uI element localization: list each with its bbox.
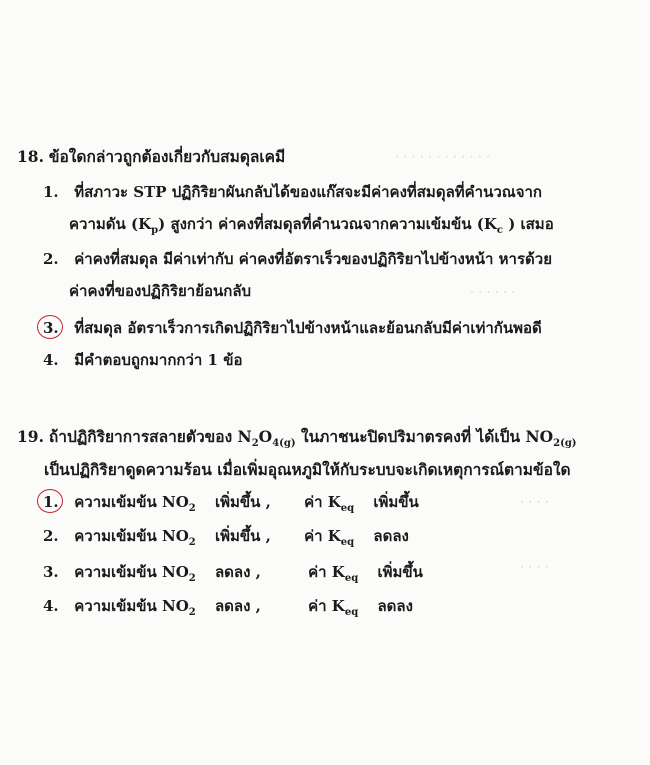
concentration-label [74,597,196,618]
q19-option-2[interactable] [43,524,409,548]
label-text: ค่า K [308,563,345,581]
option-number: 4. [43,597,59,615]
bleed-through-text: · · · · · · · · · · · · [395,150,491,165]
k-change: เพิ่มขึ้น [373,493,419,511]
question-number: 19. [17,427,44,446]
subscript: eq [344,573,359,584]
option-text: ค่าคงที่ของปฏิกิริยาย้อนกลับ [69,282,252,300]
concentration-change: เพิ่มขึ้น , [214,493,271,511]
q19-option-3[interactable] [43,560,423,584]
k-change: เพิ่มขึ้น [377,563,423,581]
label-text: ความเข้มข้น NO [74,493,189,511]
subscript: p [151,225,159,236]
option-number: 1. [43,183,59,201]
k-label [308,563,359,584]
label-text: ความเข้มข้น NO [74,597,189,615]
subscript: eq [344,607,359,618]
option-text: ที่สมดุล อัตราเร็วการเกิดปฏิกิริยาไปข้างหน้าและย้อนกลับมีค่าเท่ากันพอดี [74,319,542,337]
bleed-through-text: · · · · [520,495,549,510]
option-text: ค่าคงที่สมดุล มีค่าเท่ากับ ค่าคงที่อัตราเร็วของปฏิกิริยาไปข้างหน้า หารด้วย [74,250,552,268]
q18-option-3[interactable] [43,316,542,340]
question-text: ข้อใดกล่าวถูกต้องเกี่ยวกับสมดุลเคมี [48,147,286,166]
bleed-through-text: · · · · [520,560,549,575]
concentration-label [74,563,196,584]
concentration-label [74,527,196,548]
concentration-change: เพิ่มขึ้น , [214,527,271,545]
label-text: ค่า K [304,493,341,511]
option-text: ความดัน (K [69,215,152,233]
question-text-part: ถ้าปฏิกิริยาการสลายตัวของ N [48,427,252,446]
option-number-circled: 1. [43,493,69,511]
option-number: 4. [43,351,59,369]
k-label [308,597,359,618]
option-text: ที่สภาวะ STP ปฏิกิริยาผันกลับได้ของแก๊สจะมีค่าคงที่สมดุลที่คำนวณจาก [74,183,542,201]
k-change: ลดลง [373,527,409,545]
q18-option-2-line2 [69,279,251,303]
question-text: เป็นปฏิกิริยาดูดความร้อน เมื่อเพิ่มอุณหภูมิให้กับระบบจะเกิดเหตุการณ์ตามข้อใด [44,460,571,479]
option-text: ) สูงกว่า ค่าคงที่สมดุลที่คำนวณจากความเข้มข้น (K [158,215,497,233]
label-text: ค่า K [304,527,341,545]
label-text: ความเข้มข้น NO [74,563,189,581]
k-label [304,493,355,514]
option-text: มีคำตอบถูกมากกว่า 1 ข้อ [74,351,243,369]
question-text-part: O [258,427,273,446]
q18-option-1-line2 [69,212,554,236]
concentration-label [74,493,196,514]
bleed-through-text: · · · · · · [470,285,516,300]
option-number: 2. [43,250,59,268]
subscript: 2 [251,438,259,450]
subscript: 2(g) [553,438,577,450]
question-19-line2 [44,457,571,482]
question-text [48,427,577,450]
label-text: ความเข้มข้น NO [74,527,189,545]
q18-option-4[interactable] [43,348,242,372]
option-number: 3. [43,563,59,581]
subscript: eq [340,537,355,548]
option-number-circled: 3. [43,319,69,337]
q18-option-2[interactable] [43,247,552,271]
subscript: eq [340,503,355,514]
k-change: ลดลง [377,597,413,615]
question-text-part: ในภาชนะปิดปริมาตรคงที่ ได้เป็น NO [295,427,554,446]
k-label [304,527,355,548]
question-number: 18. [17,147,44,166]
question-18-heading [17,144,285,169]
q19-option-4[interactable] [43,594,413,618]
subscript: 2 [188,573,196,584]
subscript: 2 [188,503,196,514]
subscript: c [496,225,503,236]
q18-option-1[interactable] [43,180,542,204]
question-19-heading [17,424,577,449]
subscript: 4(g) [272,438,296,450]
subscript: 2 [188,607,196,618]
concentration-change: ลดลง , [214,597,261,615]
option-number: 2. [43,527,59,545]
label-text: ค่า K [308,597,345,615]
subscript: 2 [188,537,196,548]
option-text: ) เสมอ [502,215,554,233]
concentration-change: ลดลง , [214,563,261,581]
q19-option-1[interactable] [43,490,419,514]
